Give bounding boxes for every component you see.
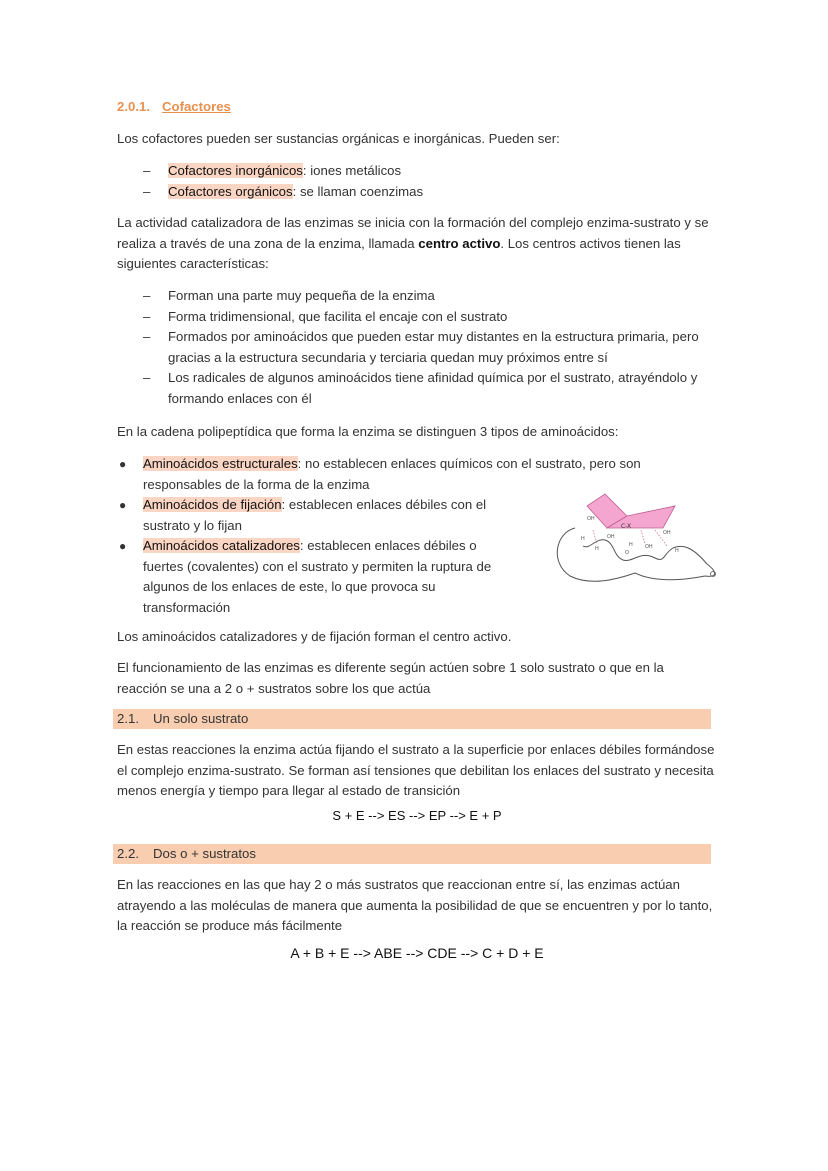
- amino-intro-paragraph: En la cadena polipeptídica que forma la enzima se distinguen 3 tipos de aminoácidos:: [117, 424, 619, 439]
- list-item: [117, 327, 717, 368]
- active-center-paragraph: [117, 213, 717, 275]
- single-equation: S + E --> ES --> EP --> E + P: [332, 808, 502, 823]
- list-item: [117, 536, 517, 618]
- atom-label: OH: [587, 516, 595, 522]
- description: : no establecen enlaces químicos con el sustrato, pero son responsables de la forma de la enzima: [143, 456, 641, 492]
- list-item: [117, 161, 717, 182]
- characteristics-list: [117, 286, 717, 409]
- atom-label: OH: [645, 544, 653, 550]
- atom-label: H: [595, 546, 599, 552]
- paragraph-text: . Los centros activos tienen las siguientes características:: [117, 235, 681, 271]
- active-site-illustration: [545, 488, 735, 588]
- section-number: 2.1.: [117, 711, 139, 726]
- section-heading: [117, 97, 717, 118]
- bullet-dot: ●: [119, 539, 127, 553]
- weak-bond: [641, 530, 645, 544]
- list-item: [117, 368, 717, 409]
- section-number: 2.2.: [117, 846, 139, 861]
- section-band-multi: [113, 844, 711, 864]
- section-title: Cofactores: [162, 99, 231, 114]
- description: : establecen enlaces débiles con el sustrato y lo fijan: [143, 497, 487, 533]
- section-number: 2.0.1.: [117, 99, 150, 114]
- item-text: Forma tridimensional, que facilita el encaje con el sustrato: [168, 308, 508, 324]
- catalytic-note: Los aminoácidos catalizadores y de fijación forman el centro activo.: [117, 629, 512, 644]
- atom-label: H: [629, 542, 633, 548]
- list-item: [117, 286, 717, 307]
- atom-label: OH: [663, 530, 671, 536]
- atom-label: H: [581, 536, 585, 542]
- multi-equation: A + B + E --> ABE --> CDE --> C + D + E: [290, 945, 544, 961]
- term: Aminoácidos catalizadores: [143, 538, 300, 553]
- section-band-single: [113, 709, 711, 729]
- intro-paragraph: Los cofactores pueden ser sustancias orgánicas e inorgánicas. Pueden ser:: [117, 131, 560, 146]
- item-text: Formados por aminoácidos que pueden estar muy distantes en la estructura primaria, pero gracias a la estructura secundaria y terciaria quedan muy próximos entre sí: [168, 329, 699, 365]
- paragraph-text: La actividad catalizadora de las enzimas se inicia con la formación del complejo enzima-sustrato y se realiza a través de una zona de la enzima, llamada: [117, 215, 709, 251]
- bullet-dot: ●: [119, 457, 127, 471]
- item-text: Los radicales de algunos aminoácidos tiene afinidad química por el sustrato, atrayéndolo y formando enlaces con él: [168, 370, 698, 406]
- dash-bullet: –: [143, 288, 151, 303]
- dash-bullet: –: [143, 308, 151, 324]
- dash-bullet: –: [143, 370, 151, 385]
- list-item: [117, 182, 717, 203]
- bond-label: C-X: [621, 523, 632, 530]
- cofactor-list: [117, 161, 717, 202]
- single-substrate-paragraph: En estas reacciones la enzima actúa fijando el sustrato a la superficie por enlaces débiles formándose el complejo enzima-sustrato. Se forman así tensiones que debilitan los enlaces del sustrato y necesita menos energía y tiempo para llegar al estado de transición: [117, 742, 715, 798]
- term: Cofactores inorgánicos: [168, 163, 303, 178]
- active-center-term: centro activo: [418, 235, 501, 251]
- item-text: Forman una parte muy pequeña de la enzima: [168, 288, 435, 303]
- bullet-dot: ●: [119, 498, 127, 512]
- amino-types-list-continued: [117, 495, 517, 618]
- atom-label: O: [625, 550, 629, 556]
- list-item: [117, 495, 517, 536]
- term: Cofactores orgánicos: [168, 183, 293, 199]
- function-paragraph: El funcionamiento de las enzimas es diferente según actúen sobre 1 solo sustrato o que en la reacción se una a 2 o + sustratos sobre los que actúa: [117, 660, 664, 696]
- section-title: Un solo sustrato: [153, 711, 249, 726]
- atom-label: OH: [607, 534, 615, 540]
- list-item: [117, 307, 717, 328]
- description: : se llaman coenzimas: [292, 183, 424, 199]
- term: Aminoácidos de fijación: [143, 497, 282, 512]
- section-title: Dos o + sustratos: [153, 846, 256, 861]
- description: : establecen enlaces débiles o fuertes (covalentes) con el sustrato y permiten la ruptura de algunos de los enlaces de este, lo que provoca su transformación: [143, 538, 492, 615]
- dash-bullet: –: [143, 163, 151, 178]
- atom-label: H: [675, 548, 679, 554]
- description: : iones metálicos: [302, 163, 402, 178]
- dash-bullet: –: [143, 183, 151, 199]
- term: Aminoácidos estructurales: [143, 456, 298, 471]
- dash-bullet: –: [143, 329, 151, 344]
- multi-substrate-paragraph: En las reacciones en las que hay 2 o más sustratos que reaccionan entre sí, las enzimas actúan atrayendo a las moléculas de manera que aumenta la posibilidad de que se encuentren y por lo tanto, la reacción se produce más fácilmente: [117, 877, 713, 933]
